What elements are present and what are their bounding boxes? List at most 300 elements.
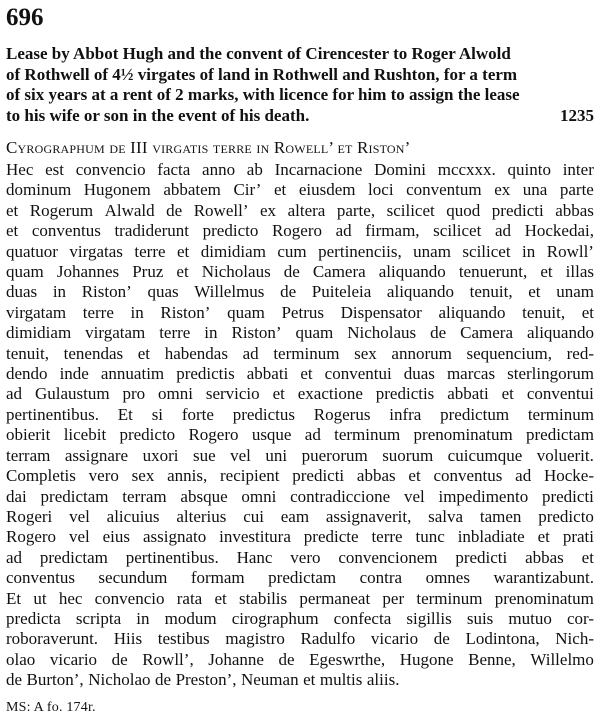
word: licebit — [63, 425, 107, 445]
word: scilicet — [386, 200, 435, 220]
word: mutuo — [508, 608, 552, 628]
word: tamen — [479, 506, 522, 526]
word: in — [204, 323, 218, 343]
word: conventui — [324, 364, 392, 384]
word: Lodintona, — [465, 629, 540, 649]
word: predictis — [375, 384, 435, 404]
word: roboraverunt. — [6, 629, 99, 649]
word: aliis. — [366, 670, 400, 690]
word: ad — [335, 221, 352, 241]
word: Rogero — [6, 527, 57, 547]
word: tenuit, — [469, 282, 513, 302]
document-number: 696 — [6, 4, 44, 31]
word: omnes — [425, 568, 470, 588]
word: sex — [354, 343, 377, 363]
word: ad — [494, 221, 511, 241]
word: et — [300, 364, 313, 384]
word: predictam — [39, 547, 108, 567]
document-date: 1235 — [560, 105, 594, 125]
word: assignaverit, — [325, 506, 412, 526]
text-line — [6, 548, 594, 568]
word: uni — [265, 445, 288, 465]
word: et — [528, 282, 541, 302]
word: vel — [403, 486, 425, 506]
word: et — [176, 262, 189, 282]
word: pertinentibus. — [6, 404, 100, 424]
word: Hiis — [113, 629, 143, 649]
word: de — [166, 200, 183, 220]
word: warantizabunt. — [493, 568, 594, 588]
word: Neuman — [240, 670, 299, 690]
word: aliquando — [378, 262, 446, 282]
word: predicta — [6, 608, 61, 628]
word: hec — [58, 588, 83, 608]
word: voluerit. — [536, 445, 594, 465]
word: de — [433, 629, 450, 649]
word: predictam — [40, 486, 109, 506]
word: annorum — [391, 343, 452, 363]
word: stabilis — [238, 588, 288, 608]
word: forte — [181, 404, 214, 424]
word: Nicholao — [88, 670, 151, 690]
word: ad — [6, 547, 23, 567]
word: inter — [562, 160, 594, 179]
word: est — [45, 160, 64, 179]
word: unam — [556, 282, 594, 302]
word: Rogeri — [6, 506, 53, 526]
word: absque — [180, 486, 228, 506]
word: assignare — [64, 445, 129, 465]
word: terre — [159, 323, 191, 343]
word: Et — [6, 588, 22, 608]
word: Completis — [6, 466, 76, 486]
word: Johanne — [208, 649, 264, 669]
word: et — [272, 384, 285, 404]
word: servicio — [205, 384, 260, 404]
summary — [6, 44, 594, 126]
word: quam — [6, 262, 44, 282]
word: parte, — [336, 200, 376, 220]
word: dendo — [6, 364, 48, 384]
charter-page — [6, 4, 594, 717]
word: vero — [290, 547, 321, 567]
word: in — [52, 282, 67, 302]
word: terre — [134, 241, 166, 261]
word: de — [6, 670, 23, 690]
word: vel — [69, 506, 90, 526]
word: convencio — [94, 588, 165, 608]
word: predictum — [440, 404, 510, 424]
word: tenuit, — [6, 343, 49, 363]
word: predictus — [232, 404, 296, 424]
charter-text — [6, 160, 594, 691]
word: Radulfo — [300, 629, 356, 649]
text-line — [6, 629, 594, 649]
word: vel — [68, 527, 90, 547]
word: prati — [562, 527, 594, 547]
word: alicuius — [106, 506, 160, 526]
text-line — [6, 221, 594, 241]
word: Hanc — [236, 547, 273, 567]
word: et — [6, 200, 19, 220]
word: olao — [6, 649, 36, 669]
word: et — [581, 302, 594, 322]
word: puerorum — [301, 445, 368, 465]
word: virgatam — [85, 323, 146, 343]
text-line — [6, 425, 594, 445]
word: loci — [368, 180, 394, 200]
word: Dispensator — [340, 302, 422, 322]
word: testibus — [157, 629, 210, 649]
word: recipient — [220, 466, 280, 486]
word: tenendas — [63, 343, 124, 363]
word: Preston’, — [175, 670, 237, 690]
word: cor- — [566, 608, 594, 628]
word: Riston’ — [81, 282, 132, 302]
text-line — [6, 242, 594, 262]
word: Willelmus — [194, 282, 265, 302]
word: de — [278, 649, 295, 669]
word: salva — [428, 506, 464, 526]
word: Willelmo — [530, 649, 594, 669]
word: exactione — [297, 384, 363, 404]
text-line — [6, 323, 594, 343]
word: tradiderunt — [114, 221, 190, 241]
word: aliquando — [386, 282, 454, 302]
word: terre — [82, 302, 114, 322]
word: ad — [242, 343, 259, 363]
word: et — [540, 262, 553, 282]
word: sigillis — [406, 608, 452, 628]
word: Rogerus — [313, 404, 371, 424]
word: omni — [158, 384, 193, 404]
text-line — [6, 262, 594, 282]
word: Nicholaus — [201, 262, 271, 282]
word: abbas — [555, 200, 594, 220]
word: Domini — [374, 160, 427, 179]
word: modum — [164, 608, 217, 628]
text-line — [6, 670, 594, 690]
word: Rogero — [188, 425, 239, 445]
charter-heading: Cyrographum de III virgatis terre in Rowell’ et Riston’ — [6, 138, 411, 157]
word: convencio — [75, 160, 146, 179]
word: altera — [287, 200, 326, 220]
word: formam — [190, 568, 245, 588]
word: Hugonem — [83, 180, 151, 200]
word: abbati — [246, 364, 289, 384]
word: Nicholaus — [347, 323, 417, 343]
word: et — [137, 343, 151, 363]
word: Alwald — [104, 200, 155, 220]
word: cui — [243, 506, 264, 526]
word: dimidiam — [6, 323, 72, 343]
word: et — [214, 588, 227, 608]
word: duas — [6, 282, 38, 302]
word: Rogerum — [29, 200, 94, 220]
word: terminum — [416, 588, 483, 608]
word: de — [280, 282, 297, 302]
text-line — [6, 344, 594, 364]
word: dominum — [6, 180, 72, 200]
word: Riston’ — [160, 302, 211, 322]
word: abbati — [447, 384, 489, 404]
text-line — [6, 384, 594, 404]
word: et — [6, 221, 19, 241]
word: sterlingorum — [507, 364, 594, 384]
text-line — [6, 589, 594, 609]
word: predicto — [119, 425, 176, 445]
word: Rowll’ — [546, 241, 594, 261]
word: predictam — [525, 425, 594, 445]
word: contradiccione — [290, 486, 391, 506]
word: parte — [559, 180, 594, 200]
word: uxori — [142, 445, 179, 465]
word: Et — [117, 404, 133, 424]
word: cirographum — [231, 608, 319, 628]
word: mccxxx. — [437, 160, 496, 179]
text-line — [6, 405, 594, 425]
word: inbladiate — [457, 527, 525, 547]
word: quam — [227, 302, 265, 322]
word: Riston’ — [231, 323, 282, 343]
text-line — [6, 650, 594, 670]
word: scilicet — [433, 221, 482, 241]
word: conventui — [526, 384, 594, 404]
word: quod — [446, 200, 481, 220]
word: quam — [295, 323, 334, 343]
word: eam — [280, 506, 310, 526]
word: eiusdem — [298, 180, 356, 200]
word: multis — [319, 670, 363, 690]
word: aliquando — [438, 302, 506, 322]
word: red- — [566, 343, 594, 363]
word: prenominatum — [413, 425, 513, 445]
word: conventus — [6, 568, 75, 588]
word: predicto — [538, 506, 594, 526]
word: Puiteleia — [311, 282, 372, 302]
manuscript-reference: MS: A fo. 174r. — [6, 699, 96, 715]
word: Nich- — [555, 629, 594, 649]
word: abbas — [525, 547, 564, 567]
word: Rowll’, — [142, 649, 194, 669]
word: ad — [6, 384, 23, 404]
word: illas — [565, 262, 594, 282]
word: annis, — [167, 466, 208, 486]
word: predicti — [455, 547, 508, 567]
word: Rogero — [271, 221, 322, 241]
word: sue — [192, 445, 216, 465]
word: Camera — [312, 262, 366, 282]
text-line — [6, 487, 594, 507]
word: si — [151, 404, 164, 424]
word: quas — [147, 282, 179, 302]
word: terminum — [334, 425, 401, 445]
word: Benne, — [468, 649, 516, 669]
word: in — [130, 302, 144, 322]
word: predicte — [303, 527, 359, 547]
word: quatuor — [6, 241, 58, 261]
word: Burton’, — [26, 670, 84, 690]
word: convencionem — [338, 547, 438, 567]
word: una — [522, 180, 548, 200]
word: investitura — [219, 527, 291, 547]
word: ad — [304, 425, 321, 445]
word: dimidiam — [200, 241, 266, 261]
word: ex — [494, 180, 511, 200]
word: et — [408, 466, 421, 486]
word: terminum — [527, 404, 594, 424]
word: virgatas — [69, 241, 123, 261]
word: confecta — [333, 608, 392, 628]
word: Cir’ — [233, 180, 262, 200]
word: usque — [251, 425, 292, 445]
text-line — [6, 609, 594, 629]
summary-line: of six years at a rent of 2 marks, with licence for him to assign the lease — [6, 85, 520, 104]
text-line — [6, 180, 594, 200]
word: permaneat — [299, 588, 371, 608]
word: secundum — [98, 568, 168, 588]
word: rata — [176, 588, 203, 608]
word: Gulaustum — [34, 384, 110, 404]
word: Hugone — [399, 649, 454, 669]
word: vero — [88, 466, 119, 486]
word: predicto — [202, 221, 259, 241]
word: de — [111, 649, 128, 669]
word: Egeswrthe, — [309, 649, 386, 669]
word: impedimento — [438, 486, 529, 506]
text-line — [6, 303, 594, 323]
word: annuatim — [100, 364, 165, 384]
summary-line: to his wife or son in the event of his death. — [6, 105, 310, 125]
text-line — [6, 527, 594, 547]
word: assignato — [142, 527, 207, 547]
word: cuicumque — [447, 445, 523, 465]
word: vicario — [370, 629, 419, 649]
word: facta — [157, 160, 191, 179]
word: et — [581, 547, 594, 567]
text-line — [6, 466, 594, 486]
word: ad — [515, 466, 532, 486]
word: ex — [260, 200, 277, 220]
text-line — [6, 201, 594, 221]
word: et — [501, 384, 514, 404]
word: Rowell’ — [193, 200, 249, 220]
word: duas — [403, 364, 435, 384]
word: predictam — [268, 568, 337, 588]
summary-line: of Rothwell of 4½ virgates of land in Rothwell and Rushton, for a term — [6, 64, 518, 84]
word: et — [274, 180, 287, 200]
word: conventus — [433, 466, 503, 486]
word: tunc — [415, 527, 445, 547]
summary-last-line — [6, 106, 594, 127]
word: firmam, — [365, 221, 420, 241]
word: terram — [122, 486, 167, 506]
word: conventum — [406, 180, 482, 200]
word: vel — [230, 445, 251, 465]
word: Petrus — [281, 302, 324, 322]
word: ut — [33, 588, 47, 608]
word: inde — [59, 364, 89, 384]
word: Camera — [460, 323, 513, 343]
word: et — [177, 241, 190, 261]
word: contra — [359, 568, 403, 588]
word: anno — [202, 160, 236, 179]
text-line — [6, 364, 594, 384]
word: habendas — [164, 343, 228, 363]
word: dai — [6, 486, 27, 506]
word: ab — [246, 160, 263, 179]
word: de — [430, 323, 447, 343]
word: terram — [6, 445, 51, 465]
word: tenuit, — [522, 302, 566, 322]
word: infra — [389, 404, 422, 424]
word: predicti — [292, 466, 345, 486]
word: predicti — [541, 486, 594, 506]
text-line — [6, 160, 594, 180]
summary-line: Lease by Abbot Hugh and the convent of Cirencester to Roger Alwold — [6, 44, 511, 63]
word: eius — [102, 527, 131, 547]
word: cum — [277, 241, 307, 261]
word: suis — [466, 608, 494, 628]
word: terminum — [273, 343, 340, 363]
word: Hec — [6, 160, 34, 179]
text-line — [6, 282, 594, 302]
word: in — [136, 608, 150, 628]
word: per — [382, 588, 405, 608]
word: predicti — [491, 200, 544, 220]
word: de — [283, 262, 300, 282]
word: pertinentibus. — [125, 547, 219, 567]
word: conventus — [31, 221, 101, 241]
word: Hocke- — [543, 466, 594, 486]
text-line — [6, 568, 594, 588]
word: marcas — [446, 364, 496, 384]
word: unam — [413, 241, 451, 261]
text-line — [6, 507, 594, 527]
text-line — [6, 446, 594, 466]
word: pro — [122, 384, 146, 404]
word: virgatam — [6, 302, 67, 322]
word: scripta — [75, 608, 122, 628]
word: et — [303, 670, 316, 690]
word: pertinenciis, — [318, 241, 402, 261]
word: aliquando — [526, 323, 594, 343]
word: de — [155, 670, 172, 690]
word: obierit — [6, 425, 51, 445]
word: abbas — [356, 466, 396, 486]
word: Hockedai, — [524, 221, 594, 241]
word: in — [522, 241, 536, 261]
word: tenuerunt, — [458, 262, 528, 282]
word: vicario — [49, 649, 98, 669]
word: sequencium, — [466, 343, 552, 363]
word: et — [537, 527, 550, 547]
word: terre — [371, 527, 403, 547]
word: sex — [131, 466, 155, 486]
word: omni — [241, 486, 277, 506]
word: Incarnacione — [274, 160, 363, 179]
word: prenominatum — [494, 588, 594, 608]
word: scilicet — [462, 241, 511, 261]
word: suorum — [382, 445, 434, 465]
word: predictis — [176, 364, 235, 384]
word: magistro — [225, 629, 285, 649]
word: abbatem — [163, 180, 221, 200]
word: quinto — [507, 160, 551, 179]
word: alterius — [176, 506, 227, 526]
word: Johannes — [56, 262, 120, 282]
word: Pruz — [132, 262, 164, 282]
